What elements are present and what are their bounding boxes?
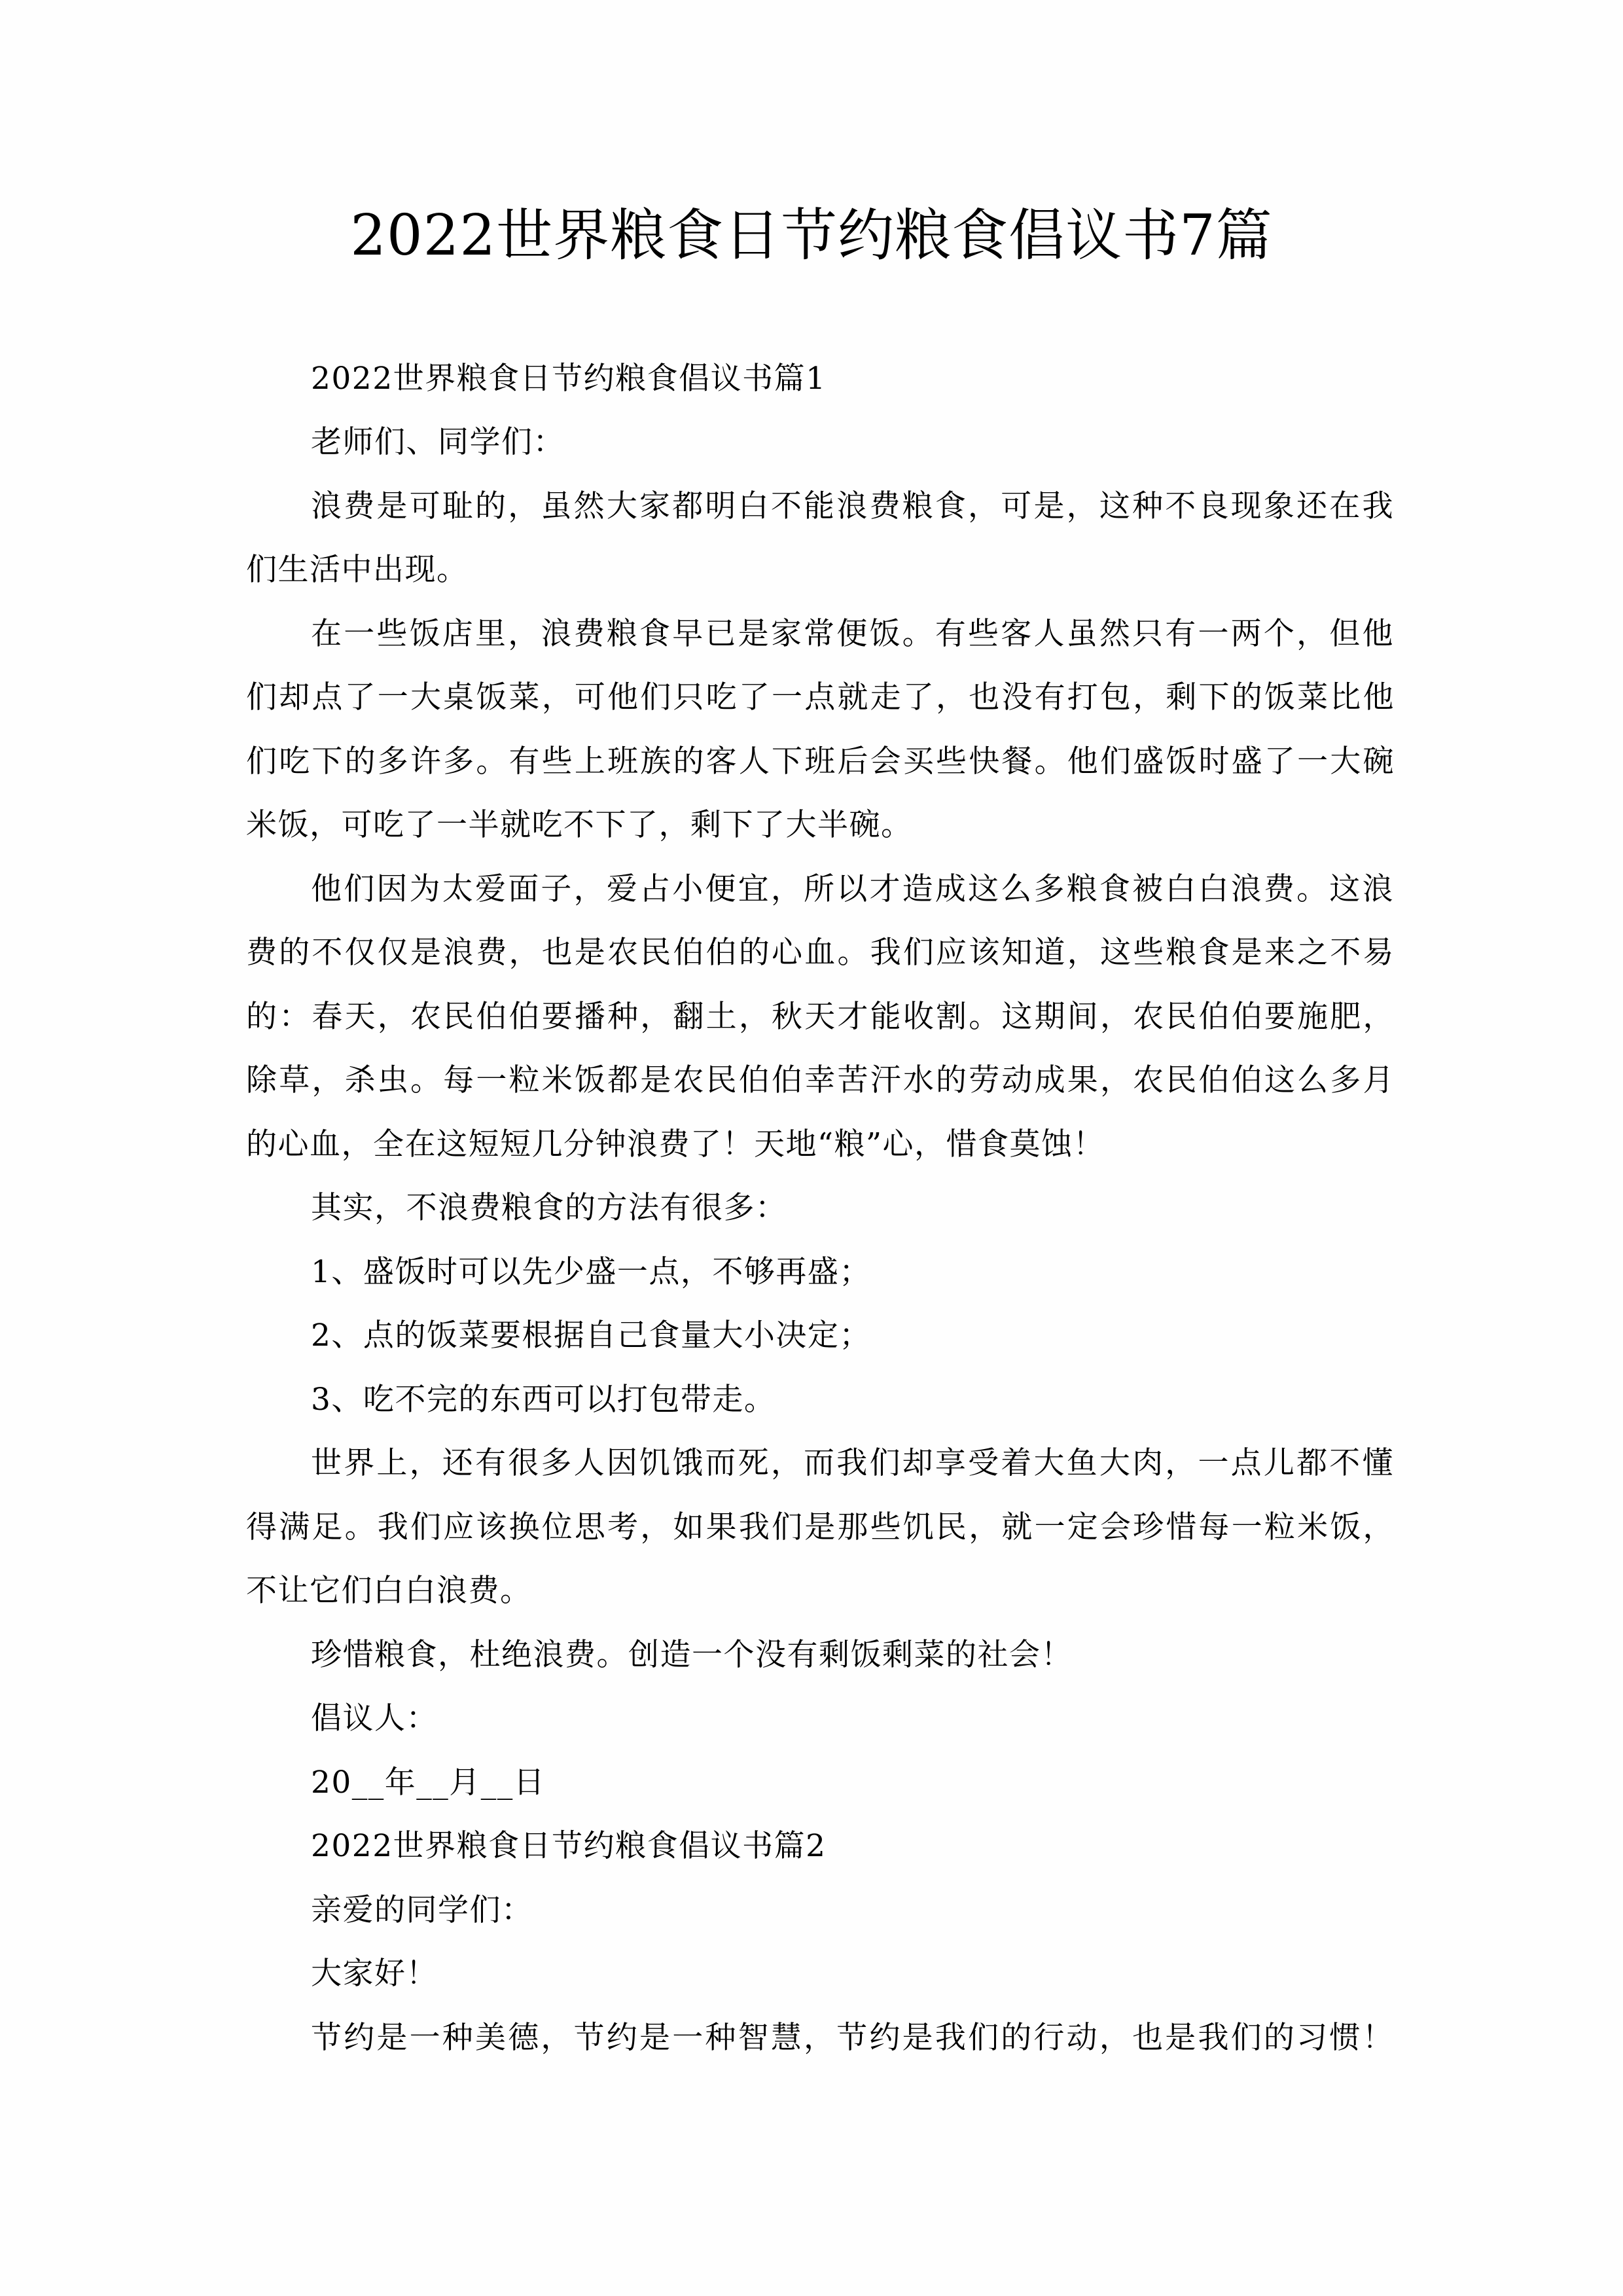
body-line: 老师们、同学们： <box>311 424 565 460</box>
body-line: 亲爱的同学们： <box>311 1892 533 1928</box>
body-line: 其实，不浪费粮食的方法有很多： <box>311 1190 787 1226</box>
body-line: 米饭，可吃了一半就吃不下了，剩下了大半碗。 <box>246 807 913 843</box>
document-title: 2022世界粮食日节约粮食倡议书7篇 <box>350 203 1273 268</box>
body-line: 除草，杀虫。每一粒米饭都是农民伯伯幸苦汗水的劳动成果，农民伯伯这么多月 <box>246 1062 1395 1098</box>
body-line: 3、吃不完的东西可以打包带走。 <box>311 1381 776 1418</box>
body-line: 费的不仅仅是浪费，也是农民伯伯的心血。我们应该知道，这些粮食是来之不易 <box>246 935 1395 971</box>
body-line: 不让它们白白浪费。 <box>246 1573 532 1609</box>
body-line: 2022世界粮食日节约粮食倡议书篇1 <box>311 360 827 397</box>
body-line: 节约是一种美德，节约是一种智慧，节约是我们的行动，也是我们的习惯！ <box>311 2019 1394 2056</box>
body-line: 得满足。我们应该换位思考，如果我们是那些饥民，就一定会珍惜每一粒米饭， <box>246 1509 1395 1545</box>
body-line: 的：春天，农民伯伯要播种，翻土，秋天才能收割。这期间，农民伯伯要施肥， <box>246 998 1395 1035</box>
body-line: 们生活中出现。 <box>246 552 469 588</box>
body-line: 们却点了一大桌饭菜，可他们只吃了一点就走了，也没有打包，剩下的饭菜比他 <box>246 679 1395 715</box>
body-line: 们吃下的多许多。有些上班族的客人下班后会买些快餐。他们盛饭时盛了一大碗 <box>246 743 1395 780</box>
body-line: 他们因为太爱面子，爱占小便宜，所以才造成这么多粮食被白白浪费。这浪 <box>311 870 1394 907</box>
body-line: 倡议人： <box>311 1700 438 1736</box>
body-line: 2022世界粮食日节约粮食倡议书篇2 <box>311 1828 827 1864</box>
body-line: 世界上，还有很多人因饥饿而死，而我们却享受着大鱼大肉，一点儿都不懂 <box>311 1445 1394 1481</box>
body-line: 珍惜粮食，杜绝浪费。创造一个没有剩饭剩菜的社会！ <box>311 1636 1073 1673</box>
body-line: 2、点的饭菜要根据自己食量大小决定； <box>311 1318 871 1354</box>
body-line: 1、盛饭时可以先少盛一点，不够再盛； <box>311 1253 871 1290</box>
body-line: 20__年__月__日 <box>311 1764 546 1801</box>
body-line: 在一些饭店里，浪费粮食早已是家常便饭。有些客人虽然只有一两个，但他 <box>311 615 1394 652</box>
body-line: 大家好！ <box>311 1956 438 1992</box>
body-line: 浪费是可耻的，虽然大家都明白不能浪费粮食，可是，这种不良现象还在我 <box>311 488 1394 524</box>
body-line: 的心血，全在这短短几分钟浪费了！天地“粮”心，惜食莫蚀！ <box>246 1126 1105 1162</box>
